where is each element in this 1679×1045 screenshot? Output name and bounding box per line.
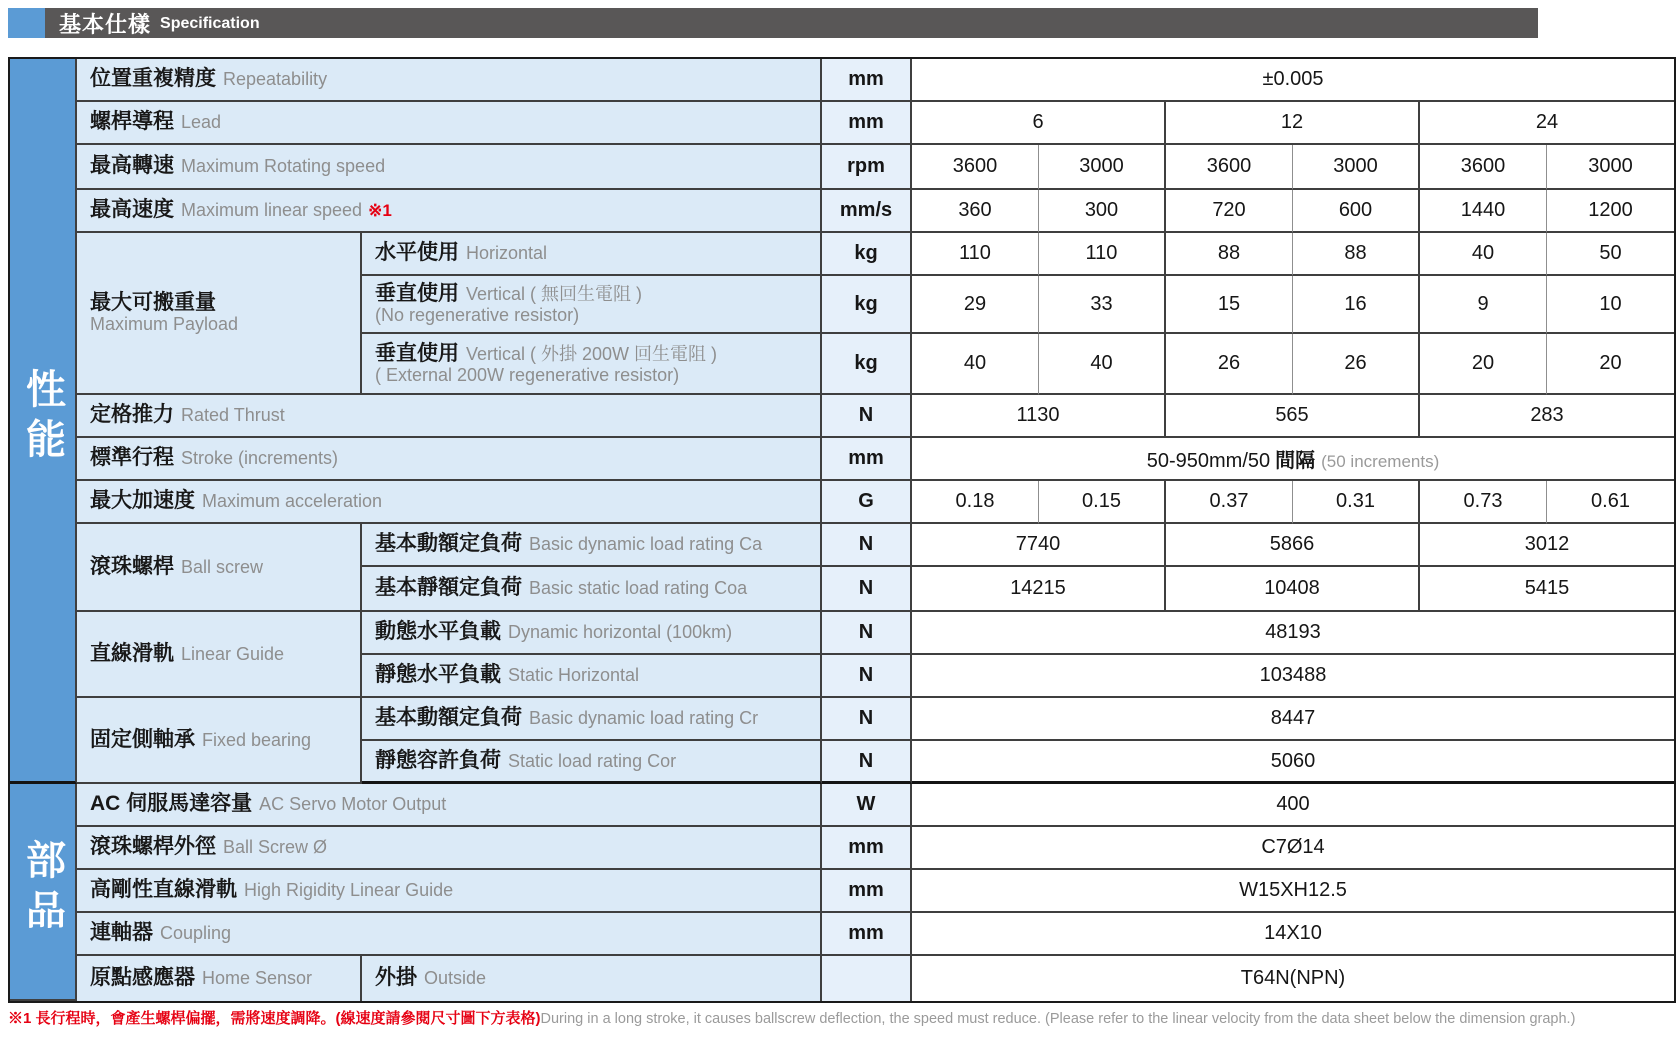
section-parts-label: 部品 (20, 839, 65, 939)
value-cell: 16 (1293, 276, 1420, 334)
value-cell: 400 (912, 784, 1674, 827)
label-en: Coupling (160, 923, 232, 944)
label-zh: 最大可搬重量 (90, 291, 216, 315)
label-zh: 最高速度 (90, 198, 174, 222)
label-en: Dynamic horizontal (100km) (508, 622, 733, 643)
section-performance-bar (10, 59, 77, 784)
value-cell: 300 (1039, 190, 1166, 233)
value-cell: 26 (1166, 334, 1293, 395)
section-parts-bar (10, 784, 77, 1001)
value-cell: 40 (912, 334, 1039, 395)
value-cell: 103488 (912, 655, 1674, 698)
value-cell: 14215 (912, 567, 1166, 612)
value-cell: 7740 (912, 524, 1166, 567)
value-cell: 0.31 (1293, 481, 1420, 524)
row-rated-thrust-label (77, 395, 822, 438)
value-cell: 3600 (912, 145, 1039, 190)
unit-cell: mm/s (822, 190, 912, 233)
footnote-en-text: During in a long stroke, it causes ballscrew deflection, the speed must reduce. (Please refer to the linear velocity from the data sheet below the dimension graph.) (540, 1011, 1576, 1027)
row-fixed-bearing-dynamic-label (362, 698, 822, 741)
label-en: Vertical ( 外掛 200W 回生電阻 ) (466, 343, 718, 364)
value-cell: 50 (1547, 233, 1674, 276)
label-zh: 定格推力 (90, 403, 174, 427)
value-cell: 88 (1166, 233, 1293, 276)
label-zh: 靜態容許負荷 (375, 748, 501, 772)
label-en: Maximum Payload (90, 314, 239, 335)
value-cell: 0.37 (1166, 481, 1293, 524)
row-servo-output-label (77, 784, 822, 827)
label-en: Horizontal (466, 243, 548, 264)
label-zh: 固定側軸承 (90, 727, 195, 751)
label-zh: 水平使用 (375, 241, 459, 265)
unit-cell: N (822, 567, 912, 612)
value-cell: 3600 (1166, 145, 1293, 190)
footnote-red-text: ※1 長行程時，會產生螺桿偏擺，需將速度調降。(線速度請參閱尺寸圖下方表格) (8, 1010, 541, 1027)
row-linear-guide-static-label (362, 655, 822, 698)
stroke-value: 50-950mm/50 (1146, 450, 1271, 472)
page-title-en: Specification (160, 15, 260, 32)
value-cell: 3012 (1420, 524, 1674, 567)
label-en: Stroke (increments) (181, 448, 339, 469)
unit-cell: mm (822, 59, 912, 102)
label-en: Basic dynamic load rating Cr (529, 708, 759, 729)
unit-cell: mm (822, 870, 912, 913)
label-zh: 基本動額定負荷 (375, 706, 522, 730)
label-en: AC Servo Motor Output (259, 794, 447, 815)
value-cell: 0.61 (1547, 481, 1674, 524)
value-cell: 1130 (912, 395, 1166, 438)
value-cell: 10408 (1166, 567, 1420, 612)
label-en: Outside (424, 968, 487, 989)
value-cell: 14X10 (912, 913, 1674, 956)
value-cell: 29 (912, 276, 1039, 334)
label-en-line2: ( External 200W regenerative resistor) (375, 364, 680, 385)
value-cell (912, 438, 1674, 481)
value-cell: 0.15 (1039, 481, 1166, 524)
unit-cell: mm (822, 827, 912, 870)
value-cell: 20 (1420, 334, 1547, 395)
footnote (8, 1007, 1673, 1028)
row-max-accel-label (77, 481, 822, 524)
value-cell: 5866 (1166, 524, 1420, 567)
label-zh: 垂直使用 (375, 282, 459, 306)
label-en: Maximum acceleration (202, 491, 383, 512)
value-cell: 110 (1039, 233, 1166, 276)
unit-cell: N (822, 698, 912, 741)
label-en: Ball screw (181, 556, 264, 577)
label-en: Basic dynamic load rating Ca (529, 534, 763, 555)
value-cell: 5415 (1420, 567, 1674, 612)
unit-cell: mm (822, 913, 912, 956)
label-zh: 連軸器 (90, 921, 153, 945)
stroke-value-zh: 間隔 (1275, 450, 1316, 472)
value-cell: 10 (1547, 276, 1674, 334)
row-fixed-bearing-static-label (362, 741, 822, 784)
row-ball-screw-dynamic-label (362, 524, 822, 567)
label-en: Ball Screw Ø (223, 837, 328, 858)
value-cell: 9 (1420, 276, 1547, 334)
value-cell: W15XH12.5 (912, 870, 1674, 913)
row-linear-guide-dynamic-label (362, 612, 822, 655)
value-cell: 24 (1420, 102, 1674, 145)
row-max-linear-label (77, 190, 822, 233)
section-performance-label: 性能 (20, 367, 65, 468)
label-zh: 最大加速度 (90, 489, 195, 513)
label-en: Maximum Rotating speed (181, 156, 386, 177)
label-en: Linear Guide (181, 643, 285, 664)
label-zh: 垂直使用 (375, 341, 459, 365)
value-cell: 15 (1166, 276, 1293, 334)
unit-cell: kg (822, 334, 912, 395)
label-zh: 外掛 (375, 966, 417, 990)
label-zh: 高剛性直線滑軌 (90, 878, 237, 902)
unit-cell: kg (822, 233, 912, 276)
unit-cell: kg (822, 276, 912, 334)
value-cell: 720 (1166, 190, 1293, 233)
stroke-value-en: (50 increments) (1321, 452, 1440, 471)
row-rigidity-guide-label (77, 870, 822, 913)
unit-cell (822, 956, 912, 1001)
label-en: Rated Thrust (181, 405, 285, 426)
value-cell: 5060 (912, 741, 1674, 784)
value-cell: 3000 (1293, 145, 1420, 190)
row-coupling-label (77, 913, 822, 956)
value-cell: 110 (912, 233, 1039, 276)
unit-cell: mm (822, 102, 912, 145)
value-cell: 88 (1293, 233, 1420, 276)
label-en-line2: (No regenerative resistor) (375, 305, 580, 326)
label-en: Home Sensor (202, 968, 313, 989)
unit-cell: mm (822, 438, 912, 481)
value-cell: 8447 (912, 698, 1674, 741)
label-en: Static load rating Cor (508, 750, 677, 771)
row-ball-screw-od-label (77, 827, 822, 870)
label-en: Vertical ( 無回生電阻 ) (466, 284, 643, 305)
row-ball-screw-category (77, 524, 362, 612)
label-zh: 螺桿導程 (90, 110, 174, 134)
value-cell: 0.18 (912, 481, 1039, 524)
row-payload-vertical-noregen-label (362, 276, 822, 334)
value-cell: 33 (1039, 276, 1166, 334)
row-ball-screw-static-label (362, 567, 822, 612)
label-zh: AC 伺服馬達容量 (90, 792, 253, 816)
label-zh: 基本動額定負荷 (375, 532, 522, 556)
label-zh: 基本靜額定負荷 (375, 576, 522, 600)
unit-cell: N (822, 395, 912, 438)
unit-cell: G (822, 481, 912, 524)
value-cell: 3600 (1420, 145, 1547, 190)
value-cell: T64N(NPN) (912, 956, 1674, 1001)
label-zh: 直線滑軌 (90, 641, 174, 665)
value-cell: ±0.005 (912, 59, 1674, 102)
value-cell: 6 (912, 102, 1166, 145)
value-cell: 0.73 (1420, 481, 1547, 524)
label-zh: 標準行程 (90, 446, 174, 470)
row-lead-label (77, 102, 822, 145)
value-cell: 600 (1293, 190, 1420, 233)
value-cell: 3000 (1039, 145, 1166, 190)
value-cell: 1440 (1420, 190, 1547, 233)
label-zh: 靜態水平負載 (375, 663, 501, 687)
unit-cell: W (822, 784, 912, 827)
row-stroke-label (77, 438, 822, 481)
row-max-rotating-label (77, 145, 822, 190)
header-accent-square (8, 8, 45, 38)
row-max-payload-category (77, 233, 362, 395)
spec-table (8, 57, 1676, 1003)
page-title-bar (45, 8, 1538, 38)
label-zh: 原點感應器 (90, 966, 195, 990)
unit-cell: N (822, 612, 912, 655)
unit-cell: rpm (822, 145, 912, 190)
value-cell: 283 (1420, 395, 1674, 438)
value-cell: 40 (1039, 334, 1166, 395)
label-en: High Rigidity Linear Guide (244, 880, 454, 901)
value-cell: 1200 (1547, 190, 1674, 233)
label-zh: 位置重複精度 (90, 67, 216, 91)
row-repeatability-label (77, 59, 822, 102)
label-en: Fixed bearing (202, 729, 312, 750)
row-home-sensor-sub-label (362, 956, 822, 1001)
unit-cell: N (822, 741, 912, 784)
value-cell: 360 (912, 190, 1039, 233)
value-cell: 20 (1547, 334, 1674, 395)
unit-cell: N (822, 524, 912, 567)
label-en: Basic static load rating Coa (529, 578, 748, 599)
row-payload-horizontal-label (362, 233, 822, 276)
value-cell: 565 (1166, 395, 1420, 438)
unit-cell: N (822, 655, 912, 698)
label-en: Maximum linear speed (181, 200, 363, 221)
page-title-zh: 基本仕樣 (59, 11, 152, 37)
label-zh: 最高轉速 (90, 154, 174, 178)
label-en: Lead (181, 112, 222, 133)
label-en: Static Horizontal (508, 665, 640, 686)
row-payload-vertical-extregen-label (362, 334, 822, 395)
row-linear-guide-category (77, 612, 362, 698)
label-zh: 滾珠螺桿外徑 (90, 835, 216, 859)
value-cell: C7Ø14 (912, 827, 1674, 870)
label-zh: 動態水平負載 (375, 620, 501, 644)
row-home-sensor-label (77, 956, 362, 1001)
footnote-ref-mark: ※1 (368, 201, 392, 221)
row-fixed-bearing-category (77, 698, 362, 784)
label-en: Repeatability (223, 69, 328, 90)
value-cell: 40 (1420, 233, 1547, 276)
value-cell: 26 (1293, 334, 1420, 395)
label-zh: 滾珠螺桿 (90, 554, 174, 578)
value-cell: 12 (1166, 102, 1420, 145)
value-cell: 48193 (912, 612, 1674, 655)
value-cell: 3000 (1547, 145, 1674, 190)
